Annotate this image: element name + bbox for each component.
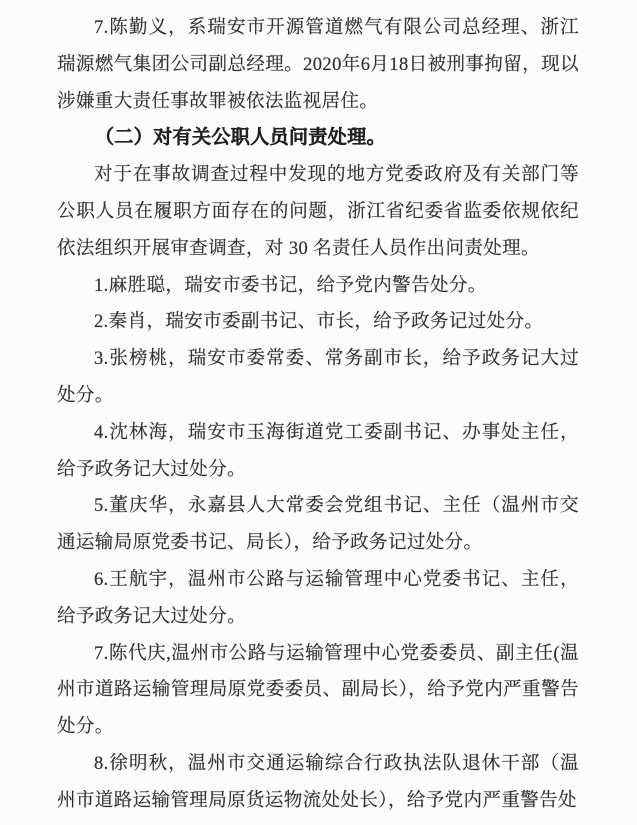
document-text-block: [57, 10, 579, 820]
paragraph-intro-accountability: 对于在事故调查过程中发现的地方党委政府及有关部门等公职人员在履职方面存在的问题，浙江省纪委省监委依规依纪依法组织开展审查调查，对 30 名责任人员作出问责处理。: [57, 165, 579, 259]
paragraph-official-6: 6.王航宇，温州市公路与运输管理中心党委书记、主任，给予政务记大过处分。: [57, 569, 579, 627]
paragraph-official-4: 4.沈林海，瑞安市玉海街道党工委副书记、办事处主任，给予政务记大过处分。: [57, 422, 579, 480]
paragraph-official-8-cutoff: 8.徐明秋，温州市交通运输综合行政执法队退休干部（温州市道路运输管理局原货运物流处处长），给予党内严重警告处: [57, 753, 579, 811]
paragraph-official-7: 7.陈代庆,温州市公路与运输管理中心党委委员、副主任(温州市道路运输管理局原党委委员、副局长），给予党内严重警告处分。: [57, 643, 579, 738]
paragraph-official-1: 1.麻胜聪，瑞安市委书记，给予党内警告处分。: [94, 275, 487, 296]
paragraph-official-5: 5.董庆华，永嘉县人大常委会党组书记、主任（温州市交通运输局原党委书记、局长），给予政务记过处分。: [57, 496, 579, 554]
paragraph-official-2: 2.秦肖，瑞安市委副书记、市长，给予政务记过处分。: [94, 312, 544, 333]
section-heading-accountability: （二）对有关公职人员问责处理。: [95, 127, 387, 149]
paragraph-official-3: 3.张榜桃，瑞安市委常委、常务副市长，给予政务记大过处分。: [57, 349, 579, 406]
paragraph-person-7-prev-section: 7.陈勤义，系瑞安市开源管道燃气有限公司总经理、浙江瑞源燃气集团公司副总经理。2020年6月18日被刑事拘留，现以涉嫌重大责任事故罪被依法监视居住。: [57, 18, 579, 112]
